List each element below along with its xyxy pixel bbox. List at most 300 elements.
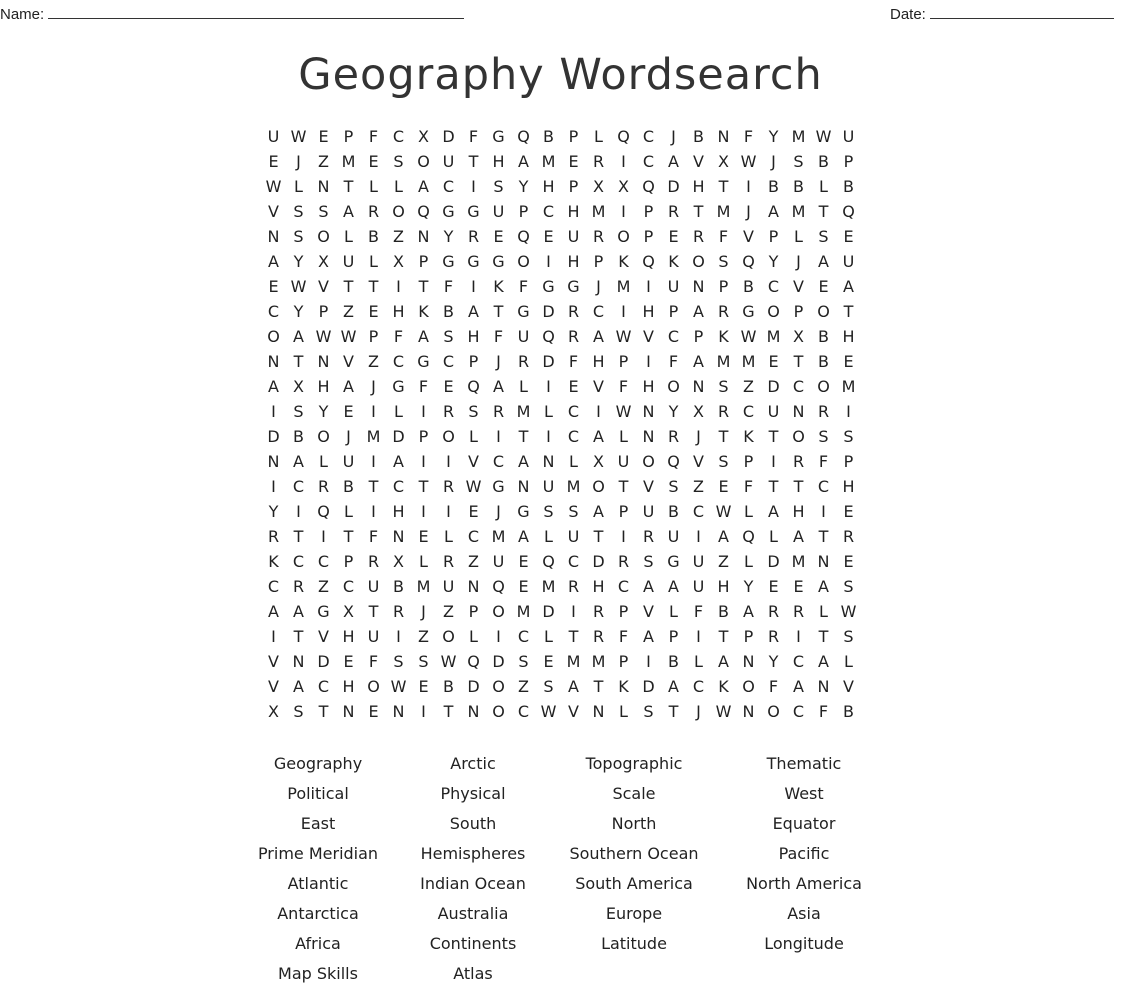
grid-cell: R bbox=[667, 427, 680, 446]
grid-cell: E bbox=[718, 477, 729, 496]
grid-cell: G bbox=[567, 277, 580, 296]
grid-cell: S bbox=[293, 402, 304, 421]
grid-cell: G bbox=[517, 302, 530, 321]
grid-cell: C bbox=[792, 652, 805, 671]
grid-cell: P bbox=[718, 277, 729, 296]
grid-cell: C bbox=[792, 377, 805, 396]
grid-cell: Z bbox=[343, 302, 354, 321]
grid-cell: D bbox=[442, 127, 455, 146]
grid-cell: L bbox=[519, 377, 528, 396]
grid-cell: P bbox=[468, 602, 479, 621]
grid-cell: J bbox=[346, 427, 351, 446]
grid-cell: O bbox=[267, 327, 280, 346]
word-list-item: Political bbox=[287, 784, 349, 803]
grid-cell: X bbox=[318, 252, 329, 271]
grid-cell: T bbox=[818, 527, 829, 546]
grid-cell: O bbox=[592, 477, 605, 496]
grid-cell: I bbox=[846, 402, 851, 421]
grid-cell: N bbox=[592, 702, 605, 721]
grid-cell: H bbox=[542, 177, 555, 196]
grid-cell: E bbox=[568, 377, 579, 396]
grid-cell: T bbox=[618, 477, 629, 496]
grid-cell: L bbox=[369, 252, 378, 271]
word-list-item: Atlantic bbox=[287, 874, 349, 893]
grid-cell: O bbox=[492, 702, 505, 721]
letter-grid bbox=[261, 124, 861, 724]
grid-cell: T bbox=[818, 202, 829, 221]
grid-cell: L bbox=[744, 552, 753, 571]
grid-cell: C bbox=[517, 702, 530, 721]
grid-cell: N bbox=[417, 227, 430, 246]
grid-cell: L bbox=[619, 702, 628, 721]
grid-cell: U bbox=[767, 402, 780, 421]
grid-cell: S bbox=[318, 202, 329, 221]
grid-cell: Q bbox=[742, 252, 755, 271]
grid-cell: D bbox=[592, 552, 605, 571]
grid-cell: F bbox=[718, 227, 729, 246]
grid-cell: K bbox=[418, 302, 429, 321]
grid-cell: S bbox=[818, 427, 829, 446]
grid-cell: T bbox=[768, 427, 779, 446]
grid-cell: U bbox=[542, 477, 555, 496]
grid-cell: S bbox=[843, 627, 854, 646]
grid-cell: I bbox=[621, 527, 626, 546]
grid-cell: G bbox=[542, 277, 555, 296]
grid-cell: U bbox=[617, 452, 630, 471]
grid-cell: J bbox=[296, 152, 301, 171]
word-list-item: Physical bbox=[440, 784, 506, 803]
grid-cell: L bbox=[819, 602, 828, 621]
grid-cell: G bbox=[467, 202, 480, 221]
grid-cell: X bbox=[693, 402, 704, 421]
grid-cell: A bbox=[293, 602, 304, 621]
grid-cell: S bbox=[543, 502, 554, 521]
word-list-item: Indian Ocean bbox=[420, 874, 526, 893]
grid-cell: C bbox=[392, 127, 405, 146]
grid-cell: S bbox=[468, 402, 479, 421]
grid-cell: J bbox=[696, 702, 701, 721]
grid-cell: B bbox=[368, 227, 379, 246]
grid-cell: S bbox=[568, 502, 579, 521]
grid-cell: N bbox=[692, 277, 705, 296]
grid-cell: E bbox=[568, 152, 579, 171]
grid-cell: X bbox=[393, 552, 404, 571]
grid-cell: F bbox=[818, 452, 829, 471]
grid-cell: X bbox=[268, 702, 279, 721]
grid-cell: L bbox=[544, 527, 553, 546]
word-list-item: Geography bbox=[273, 754, 363, 773]
grid-cell: Z bbox=[418, 627, 429, 646]
grid-cell: U bbox=[367, 627, 380, 646]
grid-cell: H bbox=[392, 302, 405, 321]
word-list-item: Continents bbox=[429, 934, 517, 953]
grid-cell: P bbox=[343, 552, 354, 571]
grid-cell: B bbox=[843, 702, 854, 721]
grid-cell: I bbox=[396, 627, 401, 646]
grid-cell: I bbox=[471, 177, 476, 196]
grid-cell: W bbox=[315, 327, 332, 346]
grid-cell: W bbox=[540, 702, 557, 721]
grid-cell: Y bbox=[768, 127, 779, 146]
grid-cell: A bbox=[518, 152, 529, 171]
grid-cell: A bbox=[493, 377, 504, 396]
grid-cell: A bbox=[293, 452, 304, 471]
word-list-item: Southern Ocean bbox=[569, 844, 699, 863]
grid-cell: T bbox=[343, 177, 354, 196]
grid-cell: H bbox=[692, 177, 705, 196]
grid-cell: L bbox=[569, 452, 578, 471]
grid-cell: S bbox=[718, 252, 729, 271]
grid-cell: H bbox=[842, 327, 855, 346]
grid-cell: O bbox=[642, 452, 655, 471]
grid-cell: R bbox=[592, 602, 605, 621]
grid-cell: P bbox=[643, 227, 654, 246]
grid-cell: R bbox=[367, 202, 380, 221]
grid-cell: O bbox=[492, 677, 505, 696]
grid-cell: T bbox=[343, 527, 354, 546]
grid-cell: I bbox=[696, 527, 701, 546]
grid-cell: N bbox=[467, 702, 480, 721]
grid-cell: M bbox=[591, 652, 606, 671]
grid-cell: U bbox=[442, 577, 455, 596]
grid-cell: X bbox=[793, 327, 804, 346]
grid-cell: U bbox=[567, 527, 580, 546]
grid-cell: O bbox=[817, 302, 830, 321]
grid-cell: R bbox=[442, 477, 455, 496]
grid-cell: L bbox=[369, 177, 378, 196]
grid-cell: I bbox=[421, 452, 426, 471]
grid-cell: F bbox=[618, 377, 629, 396]
grid-cell: T bbox=[718, 177, 729, 196]
grid-cell: B bbox=[443, 302, 454, 321]
grid-cell: R bbox=[617, 552, 630, 571]
grid-cell: H bbox=[492, 152, 505, 171]
grid-cell: I bbox=[396, 277, 401, 296]
grid-cell: I bbox=[446, 502, 451, 521]
grid-cell: J bbox=[596, 277, 601, 296]
grid-cell: A bbox=[343, 377, 354, 396]
grid-cell: G bbox=[417, 352, 430, 371]
grid-cell: L bbox=[344, 502, 353, 521]
grid-cell: A bbox=[593, 327, 604, 346]
grid-cell: S bbox=[793, 152, 804, 171]
grid-cell: B bbox=[668, 502, 679, 521]
grid-cell: C bbox=[642, 152, 655, 171]
grid-cell: E bbox=[268, 277, 279, 296]
grid-cell: T bbox=[843, 302, 854, 321]
word-list-item: Arctic bbox=[450, 754, 496, 773]
grid-cell: F bbox=[618, 627, 629, 646]
grid-cell: Q bbox=[617, 127, 630, 146]
grid-cell: T bbox=[768, 477, 779, 496]
grid-cell: L bbox=[794, 227, 803, 246]
grid-cell: S bbox=[443, 327, 454, 346]
grid-cell: L bbox=[294, 177, 303, 196]
grid-cell: J bbox=[796, 252, 801, 271]
grid-cell: T bbox=[493, 302, 504, 321]
grid-cell: W bbox=[265, 177, 282, 196]
grid-cell: V bbox=[468, 452, 479, 471]
grid-cell: L bbox=[544, 627, 553, 646]
grid-cell: C bbox=[492, 452, 505, 471]
grid-cell: N bbox=[392, 527, 405, 546]
grid-cell: B bbox=[818, 352, 829, 371]
grid-cell: G bbox=[492, 477, 505, 496]
grid-cell: T bbox=[468, 152, 479, 171]
grid-cell: R bbox=[717, 302, 730, 321]
grid-cell: T bbox=[293, 352, 304, 371]
grid-cell: B bbox=[718, 602, 729, 621]
grid-cell: D bbox=[267, 427, 280, 446]
grid-cell: K bbox=[618, 677, 629, 696]
grid-cell: C bbox=[292, 477, 305, 496]
grid-cell: L bbox=[444, 527, 453, 546]
grid-cell: P bbox=[343, 127, 354, 146]
grid-cell: I bbox=[271, 477, 276, 496]
grid-cell: N bbox=[542, 452, 555, 471]
grid-cell: A bbox=[693, 352, 704, 371]
grid-cell: A bbox=[593, 427, 604, 446]
grid-cell: P bbox=[593, 252, 604, 271]
grid-cell: C bbox=[667, 327, 680, 346]
grid-cell: N bbox=[517, 477, 530, 496]
grid-cell: A bbox=[743, 602, 754, 621]
grid-cell: S bbox=[718, 377, 729, 396]
grid-cell: S bbox=[518, 652, 529, 671]
grid-cell: P bbox=[568, 177, 579, 196]
grid-cell: G bbox=[467, 252, 480, 271]
date-field[interactable] bbox=[890, 4, 1114, 23]
grid-cell: V bbox=[643, 477, 654, 496]
grid-cell: Y bbox=[518, 177, 529, 196]
grid-cell: G bbox=[492, 127, 505, 146]
grid-cell: G bbox=[667, 552, 680, 571]
grid-cell: V bbox=[268, 677, 279, 696]
grid-cell: Y bbox=[768, 652, 779, 671]
grid-cell: A bbox=[518, 527, 529, 546]
grid-cell: X bbox=[618, 177, 629, 196]
word-list-item: Topographic bbox=[585, 754, 683, 773]
grid-cell: D bbox=[392, 427, 405, 446]
grid-cell: V bbox=[693, 152, 704, 171]
grid-cell: C bbox=[392, 352, 405, 371]
grid-cell: T bbox=[293, 527, 304, 546]
grid-cell: A bbox=[418, 177, 429, 196]
grid-cell: W bbox=[290, 277, 307, 296]
grid-cell: R bbox=[267, 527, 280, 546]
grid-cell: B bbox=[818, 327, 829, 346]
grid-cell: A bbox=[468, 302, 479, 321]
grid-cell: U bbox=[642, 502, 655, 521]
grid-cell: I bbox=[821, 502, 826, 521]
grid-cell: E bbox=[418, 527, 429, 546]
grid-cell: P bbox=[618, 602, 629, 621]
grid-cell: A bbox=[668, 152, 679, 171]
grid-cell: T bbox=[368, 477, 379, 496]
grid-cell: R bbox=[792, 452, 805, 471]
grid-cell: A bbox=[718, 527, 729, 546]
grid-cell: D bbox=[317, 652, 330, 671]
grid-cell: S bbox=[293, 202, 304, 221]
grid-cell: Q bbox=[542, 552, 555, 571]
grid-cell: S bbox=[818, 227, 829, 246]
grid-cell: N bbox=[717, 127, 730, 146]
grid-cell: K bbox=[493, 277, 504, 296]
grid-cell: E bbox=[843, 227, 854, 246]
grid-cell: Y bbox=[318, 402, 329, 421]
grid-cell: R bbox=[467, 227, 480, 246]
grid-cell: I bbox=[471, 277, 476, 296]
grid-cell: M bbox=[516, 602, 531, 621]
grid-cell: P bbox=[668, 627, 679, 646]
grid-cell: Q bbox=[467, 652, 480, 671]
grid-cell: O bbox=[367, 677, 380, 696]
grid-cell: X bbox=[718, 152, 729, 171]
grid-cell: M bbox=[491, 527, 506, 546]
grid-cell: R bbox=[292, 577, 305, 596]
grid-cell: N bbox=[817, 677, 830, 696]
grid-cell: Q bbox=[642, 177, 655, 196]
grid-cell: R bbox=[317, 477, 330, 496]
date-line[interactable] bbox=[930, 4, 1114, 19]
grid-cell: L bbox=[744, 502, 753, 521]
grid-cell: P bbox=[743, 627, 754, 646]
grid-cell: V bbox=[343, 352, 354, 371]
grid-cell: F bbox=[743, 477, 754, 496]
grid-cell: I bbox=[446, 452, 451, 471]
grid-cell: C bbox=[817, 477, 830, 496]
grid-cell: Q bbox=[492, 577, 505, 596]
grid-cell: X bbox=[393, 252, 404, 271]
grid-cell: L bbox=[544, 402, 553, 421]
word-list-item: Africa bbox=[295, 934, 341, 953]
grid-cell: A bbox=[668, 577, 679, 596]
grid-cell: U bbox=[667, 527, 680, 546]
grid-cell: C bbox=[567, 427, 580, 446]
grid-cell: V bbox=[318, 277, 329, 296]
grid-cell: N bbox=[642, 402, 655, 421]
grid-cell: I bbox=[571, 602, 576, 621]
grid-cell: I bbox=[371, 502, 376, 521]
grid-cell: R bbox=[842, 527, 855, 546]
grid-cell: P bbox=[768, 227, 779, 246]
grid-cell: B bbox=[793, 177, 804, 196]
grid-cell: V bbox=[268, 202, 279, 221]
grid-cell: L bbox=[344, 227, 353, 246]
grid-cell: D bbox=[467, 677, 480, 696]
grid-cell: W bbox=[465, 477, 482, 496]
grid-cell: L bbox=[469, 627, 478, 646]
grid-cell: K bbox=[743, 427, 754, 446]
grid-cell: M bbox=[791, 127, 806, 146]
grid-cell: E bbox=[818, 277, 829, 296]
grid-cell: W bbox=[740, 152, 757, 171]
grid-cell: F bbox=[418, 377, 429, 396]
grid-cell: Y bbox=[268, 502, 279, 521]
grid-cell: R bbox=[767, 627, 780, 646]
grid-cell: R bbox=[592, 152, 605, 171]
grid-cell: W bbox=[715, 502, 732, 521]
grid-cell: F bbox=[568, 352, 579, 371]
grid-cell: Z bbox=[693, 477, 704, 496]
grid-cell: P bbox=[618, 352, 629, 371]
word-list-item: East bbox=[300, 814, 336, 833]
grid-cell: E bbox=[843, 552, 854, 571]
grid-cell: I bbox=[646, 277, 651, 296]
grid-cell: F bbox=[493, 327, 504, 346]
grid-cell: Y bbox=[293, 302, 304, 321]
grid-cell: B bbox=[668, 652, 679, 671]
grid-cell: P bbox=[468, 352, 479, 371]
grid-cell: G bbox=[317, 602, 330, 621]
grid-cell: T bbox=[368, 277, 379, 296]
name-line[interactable] bbox=[48, 4, 464, 19]
grid-cell: U bbox=[567, 227, 580, 246]
grid-cell: F bbox=[393, 327, 404, 346]
grid-cell: M bbox=[516, 402, 531, 421]
grid-cell: T bbox=[793, 477, 804, 496]
grid-cell: E bbox=[418, 677, 429, 696]
grid-cell: F bbox=[518, 277, 529, 296]
grid-cell: U bbox=[667, 277, 680, 296]
grid-cell: J bbox=[746, 202, 751, 221]
grid-cell: E bbox=[343, 652, 354, 671]
grid-cell: Y bbox=[443, 227, 454, 246]
grid-cell: G bbox=[392, 377, 405, 396]
grid-cell: F bbox=[468, 127, 479, 146]
grid-cell: R bbox=[717, 402, 730, 421]
grid-cell: P bbox=[668, 302, 679, 321]
grid-cell: M bbox=[616, 277, 631, 296]
grid-cell: V bbox=[793, 277, 804, 296]
grid-cell: V bbox=[843, 677, 854, 696]
grid-cell: Q bbox=[842, 202, 855, 221]
word-list-item: North bbox=[611, 814, 657, 833]
grid-cell: W bbox=[340, 327, 357, 346]
grid-cell: Y bbox=[293, 252, 304, 271]
grid-cell: V bbox=[693, 452, 704, 471]
grid-cell: O bbox=[417, 152, 430, 171]
grid-cell: T bbox=[718, 627, 729, 646]
grid-cell: T bbox=[593, 527, 604, 546]
name-field[interactable] bbox=[0, 4, 464, 23]
grid-cell: I bbox=[696, 627, 701, 646]
grid-cell: M bbox=[341, 152, 356, 171]
grid-cell: A bbox=[643, 577, 654, 596]
grid-cell: L bbox=[819, 177, 828, 196]
grid-cell: I bbox=[371, 402, 376, 421]
grid-cell: H bbox=[567, 202, 580, 221]
grid-cell: I bbox=[421, 502, 426, 521]
grid-cell: P bbox=[418, 252, 429, 271]
grid-cell: H bbox=[642, 302, 655, 321]
grid-cell: B bbox=[293, 427, 304, 446]
grid-cell: R bbox=[767, 602, 780, 621]
grid-cell: E bbox=[318, 127, 329, 146]
grid-cell: N bbox=[692, 377, 705, 396]
grid-cell: K bbox=[268, 552, 279, 571]
grid-cell: C bbox=[317, 677, 330, 696]
grid-cell: A bbox=[568, 677, 579, 696]
grid-cell: U bbox=[842, 127, 855, 146]
grid-cell: I bbox=[321, 527, 326, 546]
grid-cell: A bbox=[843, 277, 854, 296]
grid-cell: T bbox=[368, 602, 379, 621]
grid-cell: I bbox=[646, 652, 651, 671]
grid-cell: Z bbox=[318, 577, 329, 596]
grid-cell: P bbox=[843, 152, 854, 171]
grid-cell: Q bbox=[467, 377, 480, 396]
